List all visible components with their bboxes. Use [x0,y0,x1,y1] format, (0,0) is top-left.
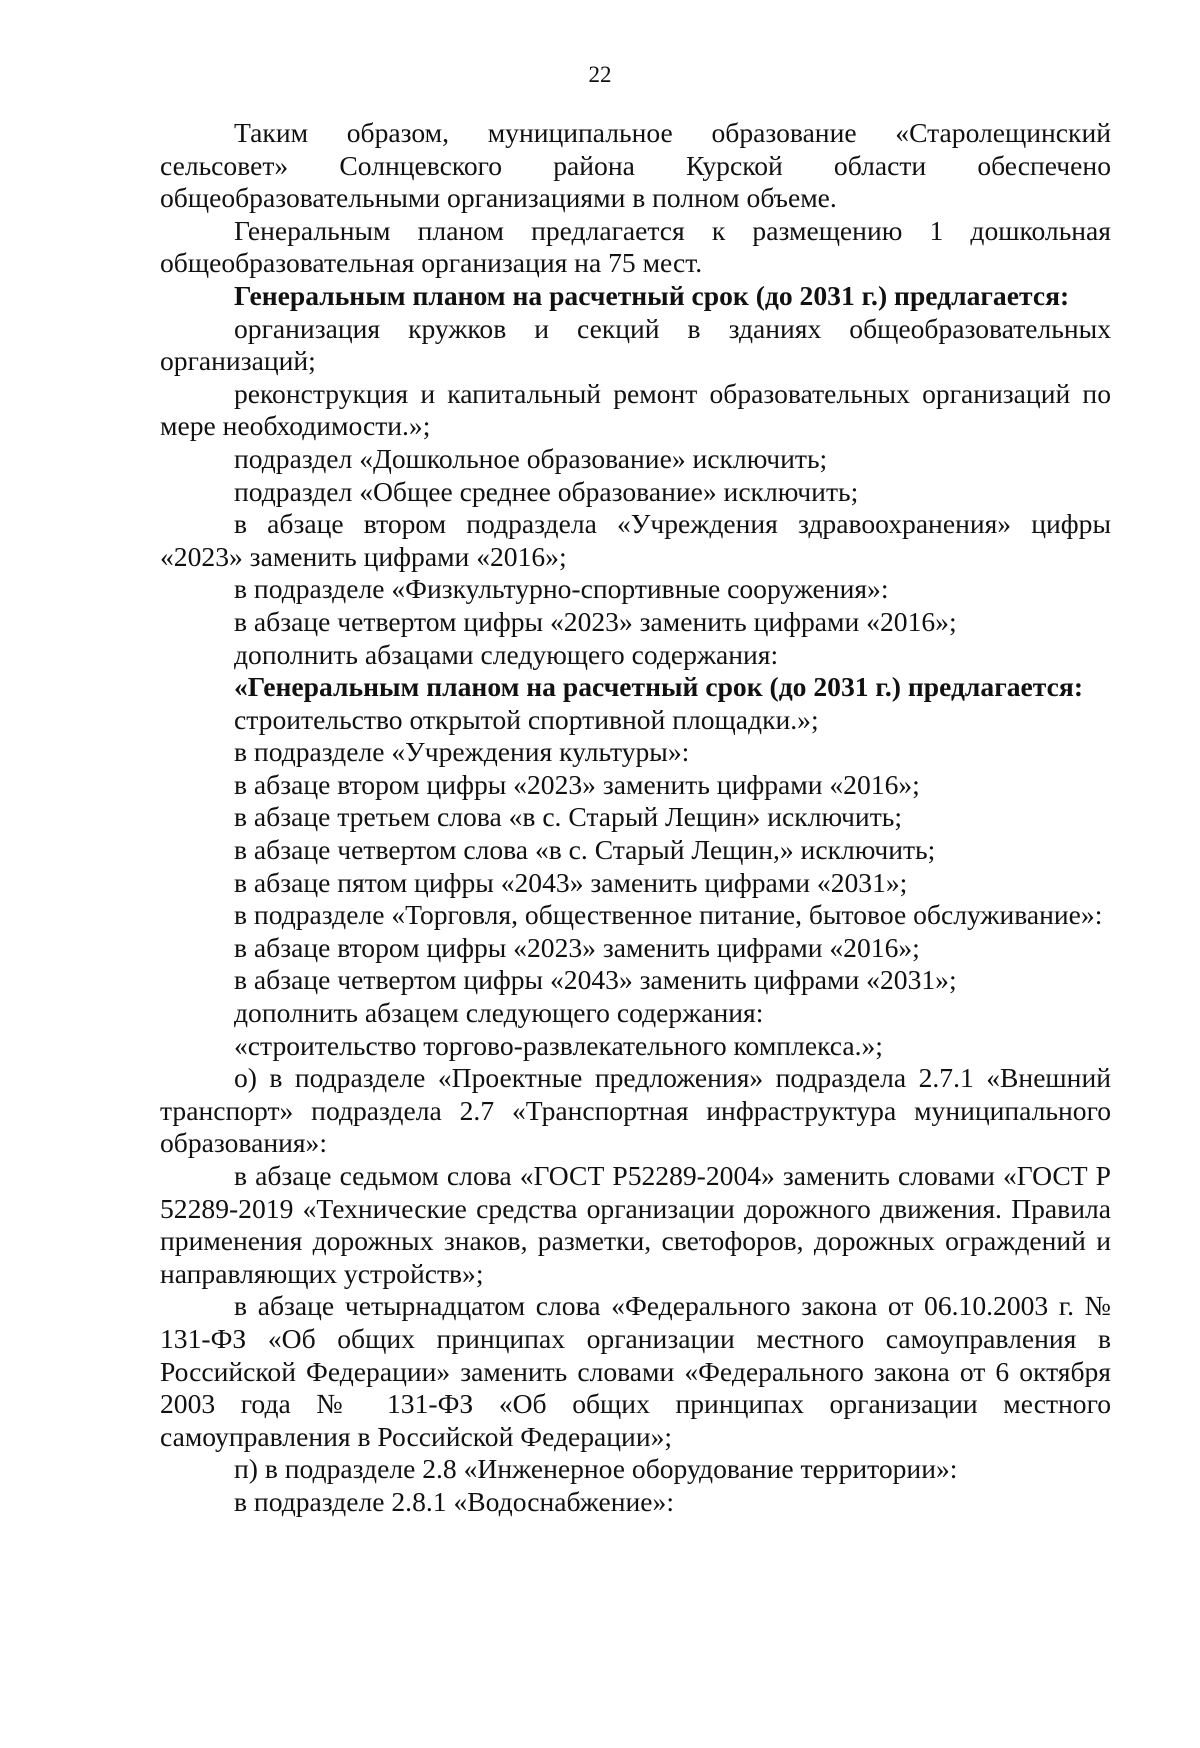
paragraph: в абзаце четырнадцатом слова «Федерального закона от 06.10.2003 г. № 131-ФЗ «Об общих принципах организации местного самоуправления в Российской Федерации» заменить словами «Федерального закона от 6 октября 2003 года № 131-ФЗ «Об общих принципах организации местного самоуправления в Российской Федерации»; [160,1290,1111,1452]
paragraph: Таким образом, муниципальное образование «Старолещинский сельсовет» Солнцевского района Курской области обеспечено общеобразовательными организациями в полном объеме. [160,117,1111,214]
paragraph: в подразделе «Физкультурно-спортивные сооружения»: [234,573,889,605]
paragraph: в абзаце четвертом цифры «2023» заменить цифрами «2016»; [234,605,957,637]
paragraph: п) в подразделе 2.8 «Инженерное оборудование территории»: [234,1453,958,1485]
paragraph: организация кружков и секций в зданиях общеобразовательных организаций; [160,312,1111,377]
paragraph: в абзаце втором цифры «2023» заменить цифрами «2016»; [234,768,920,800]
section-heading: Генеральным планом на расчетный срок (до 2031 г.) предлагается: [234,279,1070,311]
paragraph: в абзаце втором цифры «2023» заменить цифрами «2016»; [234,931,920,963]
paragraph: в абзаце седьмом слова «ГОСТ Р52289-2004» заменить словами «ГОСТ Р 52289-2019 «Технические средства организации дорожного движения. Правила применения дорожных знаков, разметки, светофоров, дорожных ограждений и направляющих устройств»; [160,1160,1111,1289]
paragraph: в абзаце четвертом слова «в с. Старый Лещин,» исключить; [234,834,936,866]
paragraph: в абзаце пятом цифры «2043» заменить цифрами «2031»; [234,866,908,898]
document-body [160,117,1111,1519]
paragraph: подраздел «Общее среднее образование» исключить; [234,475,859,507]
paragraph: строительство открытой спортивной площадки.»; [234,703,819,735]
paragraph: дополнить абзацами следующего содержания: [234,638,779,670]
paragraph: Генеральным планом предлагается к размещению 1 дошкольная общеобразовательная организация на 75 мест. [160,214,1111,279]
paragraph: в подразделе «Учреждения культуры»: [234,736,690,768]
paragraph: в абзаце четвертом цифры «2043» заменить цифрами «2031»; [234,964,957,996]
paragraph: в подразделе «Торговля, общественное питание, бытовое обслуживание»: [234,899,1103,931]
paragraph: подраздел «Дошкольное образование» исключить; [234,442,828,474]
paragraph: в абзаце третьем слова «в с. Старый Лещин» исключить; [234,801,903,833]
paragraph: о) в подразделе «Проектные предложения» подраздела 2.7.1 «Внешний транспорт» подраздела 2.7 «Транспортная инфраструктура муниципального образования»: [160,1062,1111,1159]
paragraph: в абзаце втором подраздела «Учреждения здравоохранения» цифры «2023» заменить цифрами «2016»; [160,508,1111,572]
page-number: 22 [588,62,612,87]
section-heading: «Генеральным планом на расчетный срок (до 2031 г.) предлагается: [234,671,1084,703]
paragraph: дополнить абзацем следующего содержания: [234,997,764,1029]
paragraph: в подразделе 2.8.1 «Водоснабжение»: [234,1485,675,1517]
paragraph: реконструкция и капитальный ремонт образовательных организаций по мере необходимости.»; [160,377,1111,442]
paragraph: «строительство торгово-развлекательного комплекса.»; [234,1029,883,1061]
